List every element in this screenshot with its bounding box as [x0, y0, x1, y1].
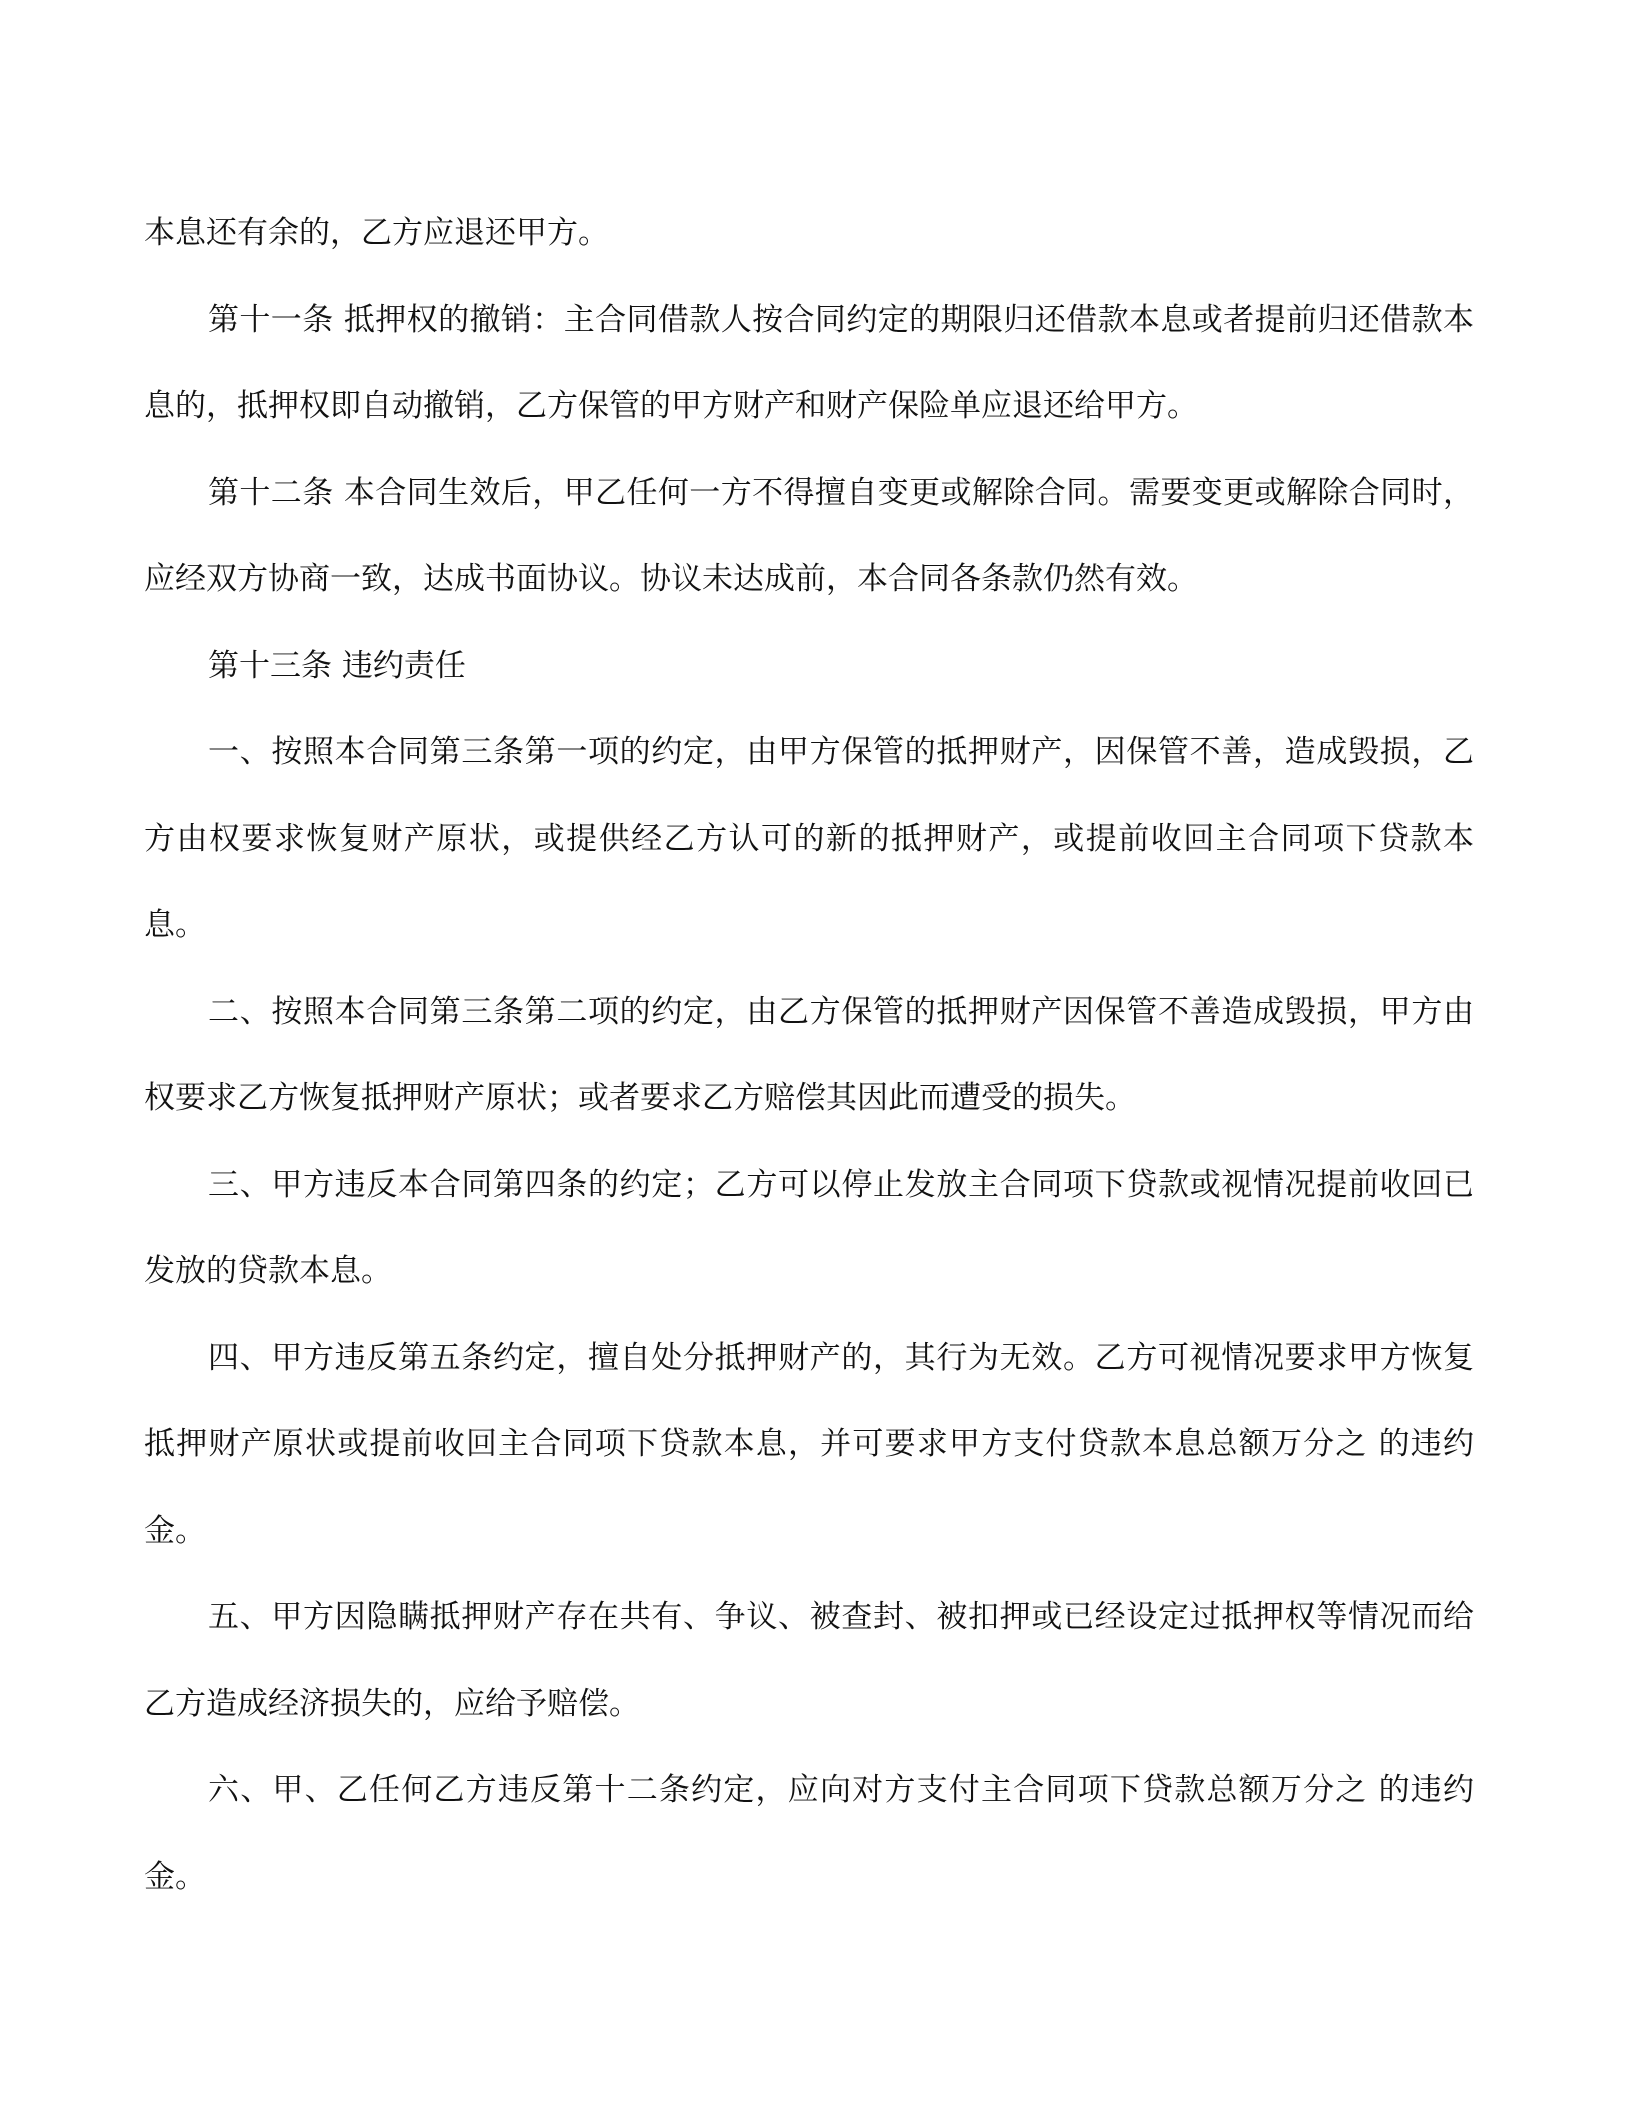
paragraph-clause-2: 二、按照本合同第三条第二项的约定，由乙方保管的抵押财产因保管不善造成毁损，甲方由权要求乙方恢复抵押财产原状；或者要求乙方赔偿其因此而遭受的损失。 — [144, 993, 1474, 1116]
paragraph-clause-1: 一、按照本合同第三条第一项的约定，由甲方保管的抵押财产，因保管不善，造成毁损，乙方由权要求恢复财产原状，或提供经乙方认可的新的抵押财产，或提前收回主合同项下贷款本息。 — [144, 734, 1474, 943]
paragraph-article-13-heading: 第十三条 违约责任 — [208, 647, 466, 684]
paragraph-clause-6: 六、甲、乙任何乙方违反第十二条约定，应向对方支付主合同项下贷款总额万分之 的违约金。 — [144, 1772, 1474, 1895]
document-body — [144, 190, 1474, 1920]
paragraph-article-12: 第十二条 本合同生效后，甲乙任何一方不得擅自变更或解除合同。需要变更或解除合同时，应经双方协商一致，达成书面协议。协议未达成前，本合同各条款仍然有效。 — [144, 474, 1474, 597]
paragraph-clause-5: 五、甲方因隐瞒抵押财产存在共有、争议、被查封、被扣押或已经设定过抵押权等情况而给乙方造成经济损失的，应给予赔偿。 — [144, 1599, 1474, 1722]
paragraph-clause-4: 四、甲方违反第五条约定，擅自处分抵押财产的，其行为无效。乙方可视情况要求甲方恢复抵押财产原状或提前收回主合同项下贷款本息，并可要求甲方支付贷款本息总额万分之 的违约金。 — [144, 1339, 1474, 1549]
paragraph-interest-refund: 本息还有余的，乙方应退还甲方。 — [144, 215, 609, 251]
paragraph-article-11: 第十一条 抵押权的撤销：主合同借款人按合同约定的期限归还借款本息或者提前归还借款本息的，抵押权即自动撤销，乙方保管的甲方财产和财产保险单应退还给甲方。 — [144, 301, 1474, 424]
paragraph-clause-3: 三、甲方违反本合同第四条的约定；乙方可以停止发放主合同项下贷款或视情况提前收回已发放的贷款本息。 — [144, 1166, 1474, 1289]
